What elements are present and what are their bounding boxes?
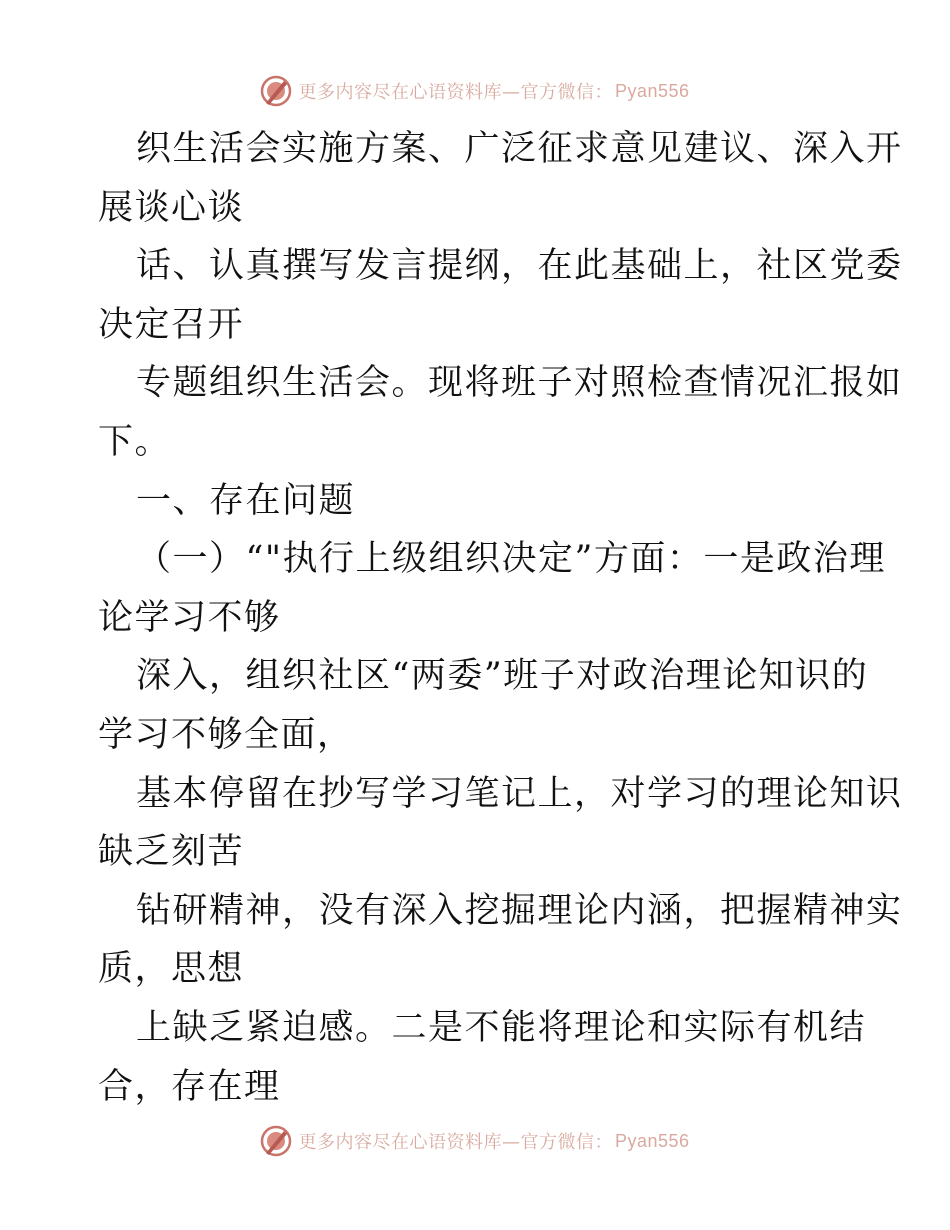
text-line: （一）“"执行上级组织决定”方面：一是政治理 (136, 539, 886, 580)
text-line: 质，思想 (98, 949, 245, 990)
text-line: 话、认真撰写发言提纲，在此基础上，社区党委 (136, 246, 903, 287)
footer-watermark (0, 1121, 950, 1161)
text-line: 合，存在理 (98, 1066, 281, 1107)
text-line: 上缺乏紧迫感。二是不能将理论和实际有机结 (136, 1007, 867, 1048)
text-line: 织生活会实施方案、广泛征求意见建议、深入开 (136, 129, 903, 169)
quill-seal-icon (260, 1125, 292, 1157)
watermark-text: 更多内容尽在心语资料库—官方微信： (298, 82, 613, 103)
quill-seal-icon (260, 75, 292, 107)
text-line: 钻研精神，没有深入挖掘理论内涵，把握精神实 (136, 890, 903, 931)
document-body (98, 120, 903, 1116)
watermark-wechat-id: Pyan556 (614, 80, 690, 101)
text-line: 展谈心谈 (98, 187, 245, 228)
text-line: 深入，组织社区“两委”班子对政治理论知识的 (136, 656, 869, 697)
watermark-text: 更多内容尽在心语资料库—官方微信： (298, 1132, 613, 1153)
text-line: 下。 (98, 421, 172, 462)
text-line: 学习不够全面， (98, 714, 354, 755)
text-line: 论学习不够 (98, 597, 281, 638)
text-line: 专题组织生活会。现将班子对照检查情况汇报如 (136, 363, 903, 404)
text-line: 基本停留在抄写学习笔记上，对学习的理论知识 (136, 773, 903, 814)
text-line: 一、存在问题 (136, 480, 356, 521)
text-line: 决定召开 (98, 304, 245, 345)
text-line: 缺乏刻苦 (98, 832, 245, 873)
header-watermark (0, 71, 950, 111)
watermark-wechat-id: Pyan556 (614, 1130, 690, 1151)
